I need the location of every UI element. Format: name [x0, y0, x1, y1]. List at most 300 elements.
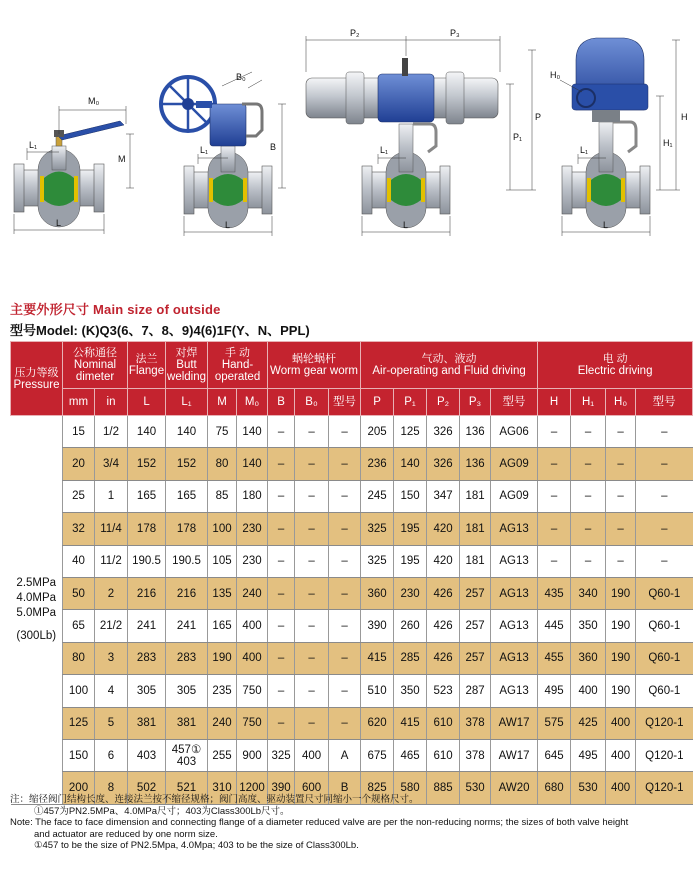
table-cell: –: [636, 513, 693, 545]
table-cell: 750: [237, 707, 268, 739]
table-cell: 8: [95, 772, 128, 804]
table-cell: 100: [63, 675, 95, 707]
table-cell: 240: [237, 577, 268, 609]
table-cell: 400: [606, 707, 636, 739]
table-cell: 4: [95, 675, 128, 707]
table-cell: 85: [208, 480, 237, 512]
header-butt: 对焊 Butt welding: [166, 342, 208, 389]
table-cell: 325: [361, 545, 394, 577]
table-cell: –: [329, 642, 361, 674]
table-cell: AG09: [491, 480, 538, 512]
label-l1: L₁: [200, 145, 209, 155]
table-cell: 235: [208, 675, 237, 707]
table-cell: 426: [427, 642, 460, 674]
sub-header-cell: P₃: [460, 389, 491, 416]
table-cell: 190.5: [166, 545, 208, 577]
table-cell: 25: [63, 480, 95, 512]
table-cell: 140: [237, 416, 268, 448]
table-cell: 257: [460, 610, 491, 642]
table-cell: 240: [208, 707, 237, 739]
table-cell: 530: [460, 772, 491, 804]
table-cell: 190: [606, 577, 636, 609]
pressure-cell: [11, 416, 63, 805]
label-p: P: [535, 112, 542, 122]
table-cell: –: [268, 448, 295, 480]
table-cell: AG06: [491, 416, 538, 448]
table-cell: 400: [571, 675, 606, 707]
table-cell: –: [295, 707, 329, 739]
table-cell: 445: [538, 610, 571, 642]
table-cell: 152: [166, 448, 208, 480]
note-en-1: Note: The face to face dimension and connecting flange of a diameter reduced valve are per the non-reducing norms; the sizes of both valve height: [10, 817, 629, 828]
table-cell: 285: [394, 642, 427, 674]
table-cell: 495: [538, 675, 571, 707]
table-cell: 325: [361, 513, 394, 545]
table-cell: –: [329, 610, 361, 642]
header-electric: 电 动 Electric driving: [538, 342, 693, 389]
table-cell: –: [268, 577, 295, 609]
table-cell: Q60-1: [636, 642, 693, 674]
table-cell: Q60-1: [636, 675, 693, 707]
table-cell: 190: [208, 642, 237, 674]
table-cell: 135: [208, 577, 237, 609]
table-group-header: [11, 342, 693, 389]
table-cell: –: [268, 675, 295, 707]
table-cell: 381: [166, 707, 208, 739]
table-cell: 350: [571, 610, 606, 642]
pressure-value: 5.0MPa: [16, 606, 57, 619]
table-cell: –: [268, 480, 295, 512]
table-cell: 620: [361, 707, 394, 739]
table-cell: 216: [166, 577, 208, 609]
table-row: [11, 416, 693, 448]
table-cell: –: [571, 513, 606, 545]
table-cell: 136: [460, 416, 491, 448]
header-hand: 手 动 Hand-operated: [208, 342, 268, 389]
table-cell: AW17: [491, 739, 538, 771]
table-cell: 75: [208, 416, 237, 448]
table-cell: Q120-1: [636, 772, 693, 804]
table-cell: AG13: [491, 513, 538, 545]
table-cell: 502: [128, 772, 166, 804]
valve-body: [362, 124, 450, 228]
table-cell: 378: [460, 707, 491, 739]
label-p2: P₂: [350, 28, 360, 38]
table-cell: 21/2: [95, 610, 128, 642]
table-cell: AG13: [491, 577, 538, 609]
table-cell: 190: [606, 675, 636, 707]
table-cell: –: [329, 416, 361, 448]
table-cell: 3/4: [95, 448, 128, 480]
table-cell: AW20: [491, 772, 538, 804]
table-cell: –: [636, 545, 693, 577]
valve-electric: [550, 38, 688, 236]
table-cell: 190.5: [128, 545, 166, 577]
table-cell: 190: [606, 642, 636, 674]
table-cell: –: [571, 416, 606, 448]
table-cell: –: [329, 675, 361, 707]
table-cell: 65: [63, 610, 95, 642]
table-cell: 510: [361, 675, 394, 707]
table-cell: 305: [128, 675, 166, 707]
table-cell: –: [538, 513, 571, 545]
table-cell: –: [329, 480, 361, 512]
table-cell: 575: [538, 707, 571, 739]
label-m0: M₀: [88, 96, 100, 106]
table-cell: –: [606, 513, 636, 545]
table-cell: 11/2: [95, 545, 128, 577]
valve-hand-operated: [14, 96, 134, 234]
sub-header-cell: 型号: [636, 389, 693, 416]
table-row: [11, 675, 693, 707]
header-flange: 法兰 Flange: [128, 342, 166, 389]
table-cell: –: [606, 416, 636, 448]
table-cell: –: [268, 416, 295, 448]
table-cell: 165: [166, 480, 208, 512]
table-cell: –: [329, 707, 361, 739]
label-b0: B₀: [236, 72, 246, 82]
note-en-3: ①457 to be the size of PN2.5Mpa, 4.0Mpa; 403 to be the size of Class300Lb.: [34, 840, 359, 851]
table-cell: 3: [95, 642, 128, 674]
table-cell: 140: [237, 448, 268, 480]
table-cell: 495: [571, 739, 606, 771]
lever-handle: [54, 121, 124, 140]
table-cell: 205: [361, 416, 394, 448]
section-heading-zh: 主要外形尺寸: [10, 302, 90, 317]
sub-header-cell: mm: [63, 389, 95, 416]
table-sub-header: [11, 389, 693, 416]
table-cell: –: [295, 577, 329, 609]
table-cell: AG13: [491, 610, 538, 642]
table-cell: 165: [128, 480, 166, 512]
table-cell: –: [295, 480, 329, 512]
section-heading-en: Main size of outside: [93, 302, 221, 317]
table-cell: 181: [460, 545, 491, 577]
table-cell: 400: [237, 642, 268, 674]
table-cell: 20: [63, 448, 95, 480]
sub-header-cell: M: [208, 389, 237, 416]
table-cell: –: [571, 448, 606, 480]
table-cell: 340: [571, 577, 606, 609]
table-cell: –: [295, 448, 329, 480]
table-cell: 230: [237, 545, 268, 577]
table-cell: 426: [427, 577, 460, 609]
table-cell: 125: [63, 707, 95, 739]
label-l: L: [225, 220, 231, 230]
table-row: [11, 513, 693, 545]
table-cell: 150: [63, 739, 95, 771]
label-l1: L₁: [29, 140, 38, 150]
table-cell: 326: [427, 416, 460, 448]
table-cell: 420: [427, 513, 460, 545]
sub-header-cell: P: [361, 389, 394, 416]
table-cell: 530: [571, 772, 606, 804]
table-cell: –: [538, 480, 571, 512]
table-cell: 381: [128, 707, 166, 739]
table-cell: 400: [606, 739, 636, 771]
table-cell: 181: [460, 480, 491, 512]
table-cell: 32: [63, 513, 95, 545]
valve-body: [14, 134, 104, 227]
label-h1: H₁: [663, 138, 673, 148]
table-cell: 825: [361, 772, 394, 804]
table-cell: 350: [394, 675, 427, 707]
table-cell: 181: [460, 513, 491, 545]
table-cell: 50: [63, 577, 95, 609]
label-l: L: [603, 220, 609, 230]
table-cell: 136: [460, 448, 491, 480]
table-cell: 400: [237, 610, 268, 642]
sub-header-cell: L: [128, 389, 166, 416]
table-cell: 400: [295, 739, 329, 771]
note-zh-2: ①457为PN2.5MPa、4.0MPa尺寸；403为Class300Lb尺寸。: [34, 805, 290, 817]
table-cell: –: [329, 577, 361, 609]
table-cell: 260: [394, 610, 427, 642]
table-cell: 216: [128, 577, 166, 609]
table-cell: 465: [394, 739, 427, 771]
valve-body: [562, 122, 650, 228]
table-cell: 257: [460, 642, 491, 674]
note-en-2: and actuator are reduced by one norm size.: [34, 828, 218, 840]
table-cell: B: [329, 772, 361, 804]
sub-header-cell: H: [538, 389, 571, 416]
sub-header-cell: H₁: [571, 389, 606, 416]
table-cell: –: [606, 545, 636, 577]
table-cell: –: [636, 448, 693, 480]
table-cell: 150: [394, 480, 427, 512]
table-cell: –: [268, 707, 295, 739]
table-cell: 125: [394, 416, 427, 448]
label-p1: P₁: [513, 132, 523, 142]
table-cell: 415: [394, 707, 427, 739]
table-cell: 283: [166, 642, 208, 674]
sub-header-cell: P₁: [394, 389, 427, 416]
table-row: [11, 480, 693, 512]
sub-header-cell: M₀: [237, 389, 268, 416]
table-cell: 180: [237, 480, 268, 512]
table-cell: 283: [128, 642, 166, 674]
table-cell: 326: [427, 448, 460, 480]
table-cell: 457① 403: [166, 739, 208, 771]
table-cell: Q60-1: [636, 610, 693, 642]
table-row: [11, 642, 693, 674]
table-cell: 80: [63, 642, 95, 674]
table-cell: 1200: [237, 772, 268, 804]
table-cell: 178: [128, 513, 166, 545]
table-cell: 675: [361, 739, 394, 771]
table-cell: 230: [394, 577, 427, 609]
table-cell: 403: [128, 739, 166, 771]
table-cell: 435: [538, 577, 571, 609]
table-cell: 415: [361, 642, 394, 674]
note-zh-1: 注：缩径阀门结构长度、连接法兰按不缩径规格；阀门高度、驱动装置尺寸同缩小一个规格尺寸。: [10, 794, 419, 805]
table-cell: –: [295, 610, 329, 642]
pressure-value: (300Lb): [16, 629, 57, 642]
table-cell: 521: [166, 772, 208, 804]
table-cell: –: [268, 610, 295, 642]
sub-header-cell: B₀: [295, 389, 329, 416]
table-cell: –: [329, 448, 361, 480]
table-cell: 347: [427, 480, 460, 512]
table-cell: 80: [208, 448, 237, 480]
table-cell: 200: [63, 772, 95, 804]
table-cell: –: [268, 545, 295, 577]
table-cell: –: [329, 513, 361, 545]
table-cell: AG13: [491, 642, 538, 674]
table-cell: 5: [95, 707, 128, 739]
table-cell: 6: [95, 739, 128, 771]
table-row: [11, 545, 693, 577]
table-body: [11, 416, 693, 805]
sub-header-cell: 型号: [329, 389, 361, 416]
table-cell: 140: [128, 416, 166, 448]
label-p3: P₃: [450, 28, 460, 38]
table-cell: Q60-1: [636, 577, 693, 609]
table-cell: 400: [606, 772, 636, 804]
sub-header-cell: 型号: [491, 389, 538, 416]
table-cell: –: [571, 480, 606, 512]
table-cell: 900: [237, 739, 268, 771]
table-cell: 165: [208, 610, 237, 642]
table-cell: 1/2: [95, 416, 128, 448]
table-cell: –: [329, 545, 361, 577]
table-cell: 455: [538, 642, 571, 674]
dimension-table: [10, 341, 693, 805]
header-pressure: 压力等级 Pressure: [11, 342, 63, 416]
label-b: B: [270, 142, 277, 152]
table-cell: –: [295, 642, 329, 674]
table-cell: 105: [208, 545, 237, 577]
pressure-value: 4.0MPa: [16, 591, 57, 604]
valve-drawings: [0, 0, 700, 262]
table-cell: 40: [63, 545, 95, 577]
table-cell: 645: [538, 739, 571, 771]
table-cell: –: [268, 642, 295, 674]
table-cell: 426: [427, 610, 460, 642]
table-cell: 140: [394, 448, 427, 480]
table-cell: –: [295, 675, 329, 707]
pneumatic-actuator: [306, 58, 498, 124]
table-cell: –: [268, 513, 295, 545]
notes: [10, 794, 690, 852]
table-cell: AG09: [491, 448, 538, 480]
sub-header-cell: H₀: [606, 389, 636, 416]
sub-header-cell: P₂: [427, 389, 460, 416]
table-cell: 2: [95, 577, 128, 609]
table-cell: 255: [208, 739, 237, 771]
table-cell: 11/4: [95, 513, 128, 545]
table-cell: –: [295, 545, 329, 577]
table-cell: 15: [63, 416, 95, 448]
table-cell: 241: [128, 610, 166, 642]
table-cell: –: [606, 448, 636, 480]
table-cell: –: [636, 416, 693, 448]
table-cell: 420: [427, 545, 460, 577]
table-row: [11, 707, 693, 739]
valve-body: [184, 146, 272, 228]
model-line: 型号Model: (K)Q3(6、7、8、9)4(6)1F(Y、N、PPL): [10, 323, 310, 338]
table-cell: 885: [427, 772, 460, 804]
table-cell: –: [538, 545, 571, 577]
table-cell: 523: [427, 675, 460, 707]
table-cell: 610: [427, 739, 460, 771]
table-cell: 190: [606, 610, 636, 642]
table-cell: A: [329, 739, 361, 771]
label-l1: L₁: [380, 145, 389, 155]
table-cell: 425: [571, 707, 606, 739]
table-cell: 152: [128, 448, 166, 480]
table-cell: AW17: [491, 707, 538, 739]
table-cell: 140: [166, 416, 208, 448]
table-cell: 257: [460, 577, 491, 609]
electric-actuator: [572, 38, 648, 122]
sub-header-cell: in: [95, 389, 128, 416]
table-cell: –: [538, 448, 571, 480]
table-cell: 360: [571, 642, 606, 674]
table-cell: 100: [208, 513, 237, 545]
table-cell: 600: [295, 772, 329, 804]
table-cell: –: [538, 416, 571, 448]
table-cell: 287: [460, 675, 491, 707]
valve-worm-gear: [161, 72, 286, 236]
table-cell: 750: [237, 675, 268, 707]
table-cell: –: [606, 480, 636, 512]
header-worm: 蜗轮蜗杆 Worm gear worm: [268, 342, 361, 389]
label-l: L: [403, 220, 409, 230]
header-nominal: 公称通径 Nominal dimeter: [63, 342, 128, 389]
table-row: [11, 448, 693, 480]
table-cell: 245: [361, 480, 394, 512]
table-cell: 360: [361, 577, 394, 609]
section-heading: [10, 299, 221, 318]
table-cell: 241: [166, 610, 208, 642]
table-cell: –: [636, 480, 693, 512]
table-cell: 390: [268, 772, 295, 804]
label-m: M: [118, 154, 126, 164]
table-row: [11, 577, 693, 609]
table-cell: Q120-1: [636, 707, 693, 739]
table-cell: 580: [394, 772, 427, 804]
table-cell: 610: [427, 707, 460, 739]
sub-header-cell: L₁: [166, 389, 208, 416]
table-cell: 195: [394, 545, 427, 577]
table-cell: 236: [361, 448, 394, 480]
table-cell: 1: [95, 480, 128, 512]
table-cell: 378: [460, 739, 491, 771]
table-row: [11, 610, 693, 642]
label-h: H: [681, 112, 688, 122]
sub-header-cell: B: [268, 389, 295, 416]
table-cell: 305: [166, 675, 208, 707]
table-cell: AG13: [491, 545, 538, 577]
table-cell: 310: [208, 772, 237, 804]
table-cell: –: [571, 545, 606, 577]
table-cell: Q120-1: [636, 739, 693, 771]
pressure-value: 2.5MPa: [16, 576, 57, 589]
table-cell: 230: [237, 513, 268, 545]
table-cell: –: [295, 513, 329, 545]
table-cell: 325: [268, 739, 295, 771]
table-row: [11, 739, 693, 771]
table-cell: AG13: [491, 675, 538, 707]
valve-pneumatic: [306, 28, 541, 236]
table-cell: 178: [166, 513, 208, 545]
header-air: 气动、液动 Air-operating and Fluid driving: [361, 342, 538, 389]
table-cell: 390: [361, 610, 394, 642]
label-l: L: [56, 218, 62, 228]
label-h0: H₀: [550, 70, 561, 80]
table-cell: –: [295, 416, 329, 448]
